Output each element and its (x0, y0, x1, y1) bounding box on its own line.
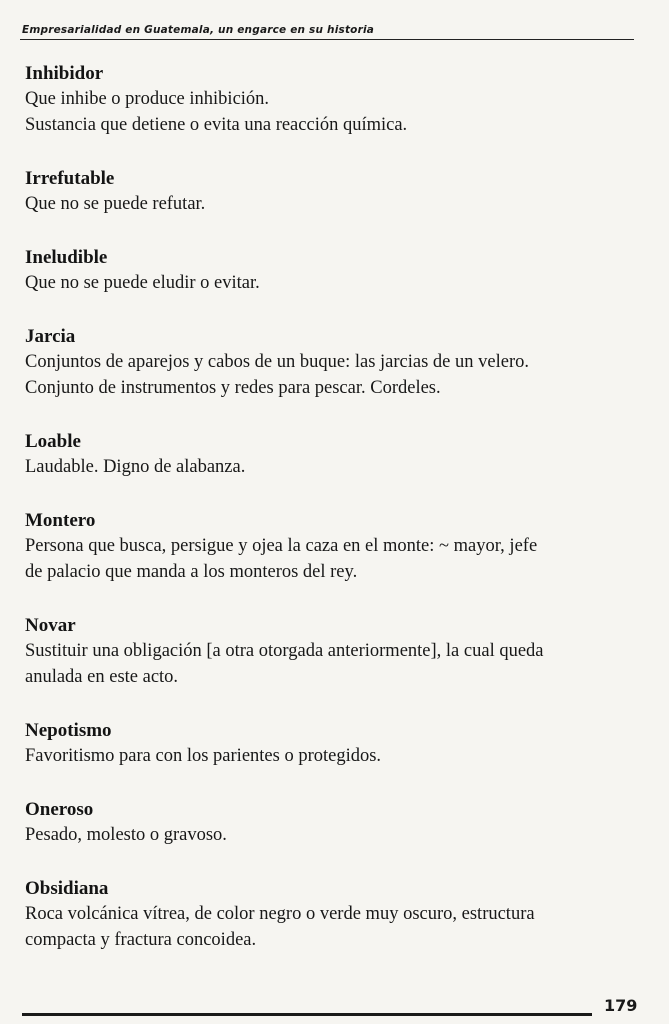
entry-term: Oneroso (25, 799, 94, 820)
entry-definition-line: Conjuntos de aparejos y cabos de un buque: las jarcias de un velero. (25, 352, 529, 372)
entry-definition-line: Persona que busca, persigue y ojea la caza en el monte: ~ mayor, jefe (25, 536, 538, 556)
entry-term: Ineludible (25, 247, 108, 268)
entry-definition-line: compacta y fractura concoidea. (25, 930, 257, 950)
entry-definition-line: Pesado, molesto o gravoso. (25, 825, 227, 845)
entry-term: Obsidiana (25, 878, 109, 899)
entry-term: Montero (25, 510, 96, 531)
entry-definition-line: Que no se puede refutar. (25, 194, 206, 214)
entry-definition-line: Que no se puede eludir o evitar. (25, 273, 260, 293)
glossary-entry (25, 62, 640, 138)
glossary-entry (25, 798, 640, 848)
entry-term: Loable (25, 431, 81, 452)
glossary-entry (25, 167, 640, 217)
entry-term: Novar (25, 615, 76, 636)
glossary-entry (25, 614, 640, 690)
glossary-entry (25, 509, 640, 585)
entry-definition-line: Sustituir una obligación [a otra otorgada anteriormente], la cual queda (25, 641, 544, 661)
entry-term: Irrefutable (25, 168, 115, 189)
entry-definition-line: de palacio que manda a los monteros del rey. (25, 562, 358, 582)
entry-term: Jarcia (25, 326, 76, 347)
glossary-entry (25, 430, 640, 480)
glossary-entry (25, 877, 640, 953)
entry-definition-line: anulada en este acto. (25, 667, 179, 687)
entry-definition-line: Roca volcánica vítrea, de color negro o verde muy oscuro, estructura (25, 904, 535, 924)
entry-definition-line: Favoritismo para con los parientes o protegidos. (25, 746, 382, 766)
glossary-entry (25, 246, 640, 296)
page-number: 179 (604, 996, 638, 1015)
entry-definition-line: Laudable. Digno de alabanza. (25, 457, 246, 477)
glossary-entries (25, 62, 640, 982)
entry-term: Inhibidor (25, 63, 104, 84)
header-rule (20, 39, 634, 40)
glossary-entry (25, 325, 640, 401)
entry-definition-line: Sustancia que detiene o evita una reacción química. (25, 115, 408, 135)
footer-rule (22, 1013, 592, 1016)
running-header: Empresarialidad en Guatemala, un engarce en su historia (22, 24, 375, 36)
entry-definition-line: Conjunto de instrumentos y redes para pescar. Cordeles. (25, 378, 441, 398)
entry-term: Nepotismo (25, 720, 112, 741)
entry-definition-line: Que inhibe o produce inhibición. (25, 89, 270, 109)
glossary-entry (25, 719, 640, 769)
